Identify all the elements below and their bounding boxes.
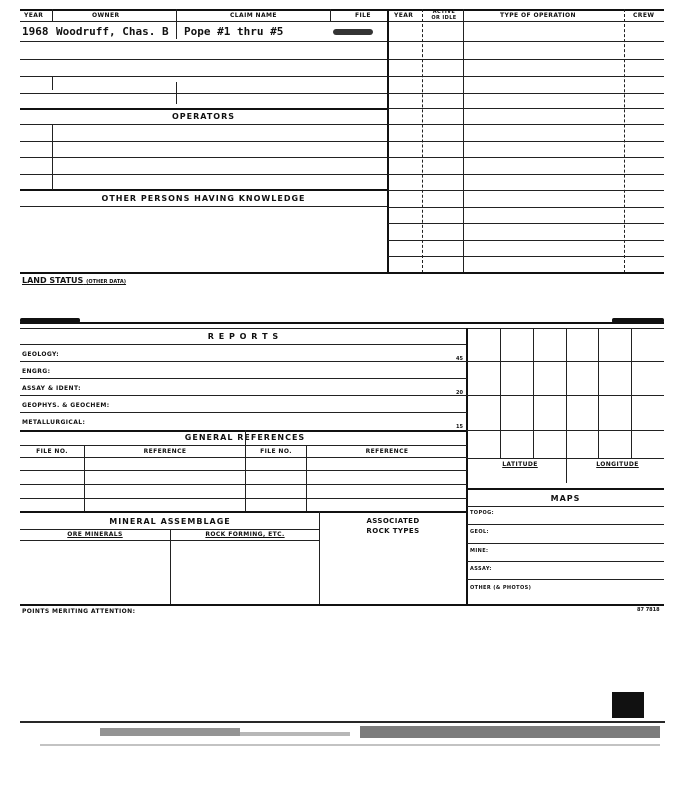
header-year: YEAR <box>24 12 44 19</box>
operators-heading: OPERATORS <box>171 112 236 121</box>
maps-geol: GEOL: <box>470 529 489 535</box>
band-right <box>612 318 664 323</box>
entry-owner: Woodruff, Chas. B <box>56 25 169 38</box>
longitude-label: LONGITUDE <box>596 461 639 468</box>
ref-col-reference-1: REFERENCE <box>143 448 187 455</box>
report-geology-label: GEOLOGY: <box>22 351 60 358</box>
header-active-or-idle-2: OR IDLE <box>431 15 457 21</box>
report-engrg-label: ENGRG: <box>22 368 51 375</box>
scan-strip-blot-1 <box>100 728 240 736</box>
header-file: FILE <box>355 12 371 19</box>
mineral-col-ore: ORE MINERALS <box>67 531 123 538</box>
land-status-sublabel: (OTHER DATA) <box>86 279 127 285</box>
reports-heading: R E P O R T S <box>207 332 280 341</box>
associated-rock-types-1: ASSOCIATED <box>366 517 420 525</box>
other-persons-heading: OTHER PERSONS HAVING KNOWLEDGE <box>101 194 306 203</box>
mineral-col-rock-forming: ROCK FORMING, ETC. <box>205 531 285 538</box>
report-metallurgical-label: METALLURGICAL: <box>22 419 86 426</box>
entry-year: 1968 <box>22 25 49 38</box>
maps-assay: ASSAY: <box>470 566 492 572</box>
maps-mine: MINE: <box>470 548 489 554</box>
scan-strip-blot-3 <box>240 732 350 736</box>
land-status-label: LAND STATUS <box>22 276 84 285</box>
latitude-label: LATITUDE <box>502 461 538 468</box>
scan-strip-blot-4 <box>40 744 660 746</box>
points-meriting-heading: POINTS MERITING ATTENTION: <box>22 608 136 615</box>
corner-mark <box>612 692 644 718</box>
ref-col-file-no-1: FILE NO. <box>36 448 68 455</box>
maps-topog: TOPOG: <box>470 510 495 516</box>
ref-col-file-no-2: FILE NO. <box>260 448 292 455</box>
entry-claim-name: Pope #1 thru #5 <box>184 25 284 38</box>
header-crew: CREW <box>633 12 655 19</box>
ref-col-reference-2: REFERENCE <box>365 448 409 455</box>
report-geophys-label: GEOPHYS. & GEOCHEM: <box>22 402 110 409</box>
report-assay-num: 20 <box>456 390 463 396</box>
mineral-assemblage-heading: MINERAL ASSEMBLAGE <box>109 517 231 526</box>
maps-heading: MAPS <box>550 494 581 503</box>
header-active-or-idle-1: ACTIVE <box>432 9 456 15</box>
general-references-heading: GENERAL REFERENCES <box>184 433 306 442</box>
associated-rock-types-2: ROCK TYPES <box>366 527 420 535</box>
report-metallurgical-num: 15 <box>456 424 463 430</box>
header-claim-name: CLAIM NAME <box>230 12 277 19</box>
scan-strip-blot-2 <box>360 726 660 738</box>
file-scribble <box>333 29 373 35</box>
report-assay-label: ASSAY & IDENT: <box>22 385 81 392</box>
header-owner: OWNER <box>92 12 120 19</box>
maps-other: OTHER (& PHOTOS) <box>470 585 532 591</box>
form-number: 87 7818 <box>637 607 660 613</box>
header-type-of-operation: TYPE OF OPERATION <box>500 12 576 19</box>
land-status-heading <box>22 276 126 285</box>
header-year-right: YEAR <box>394 12 414 19</box>
scan-strip-line <box>20 721 665 723</box>
report-geology-num: 45 <box>456 356 463 362</box>
